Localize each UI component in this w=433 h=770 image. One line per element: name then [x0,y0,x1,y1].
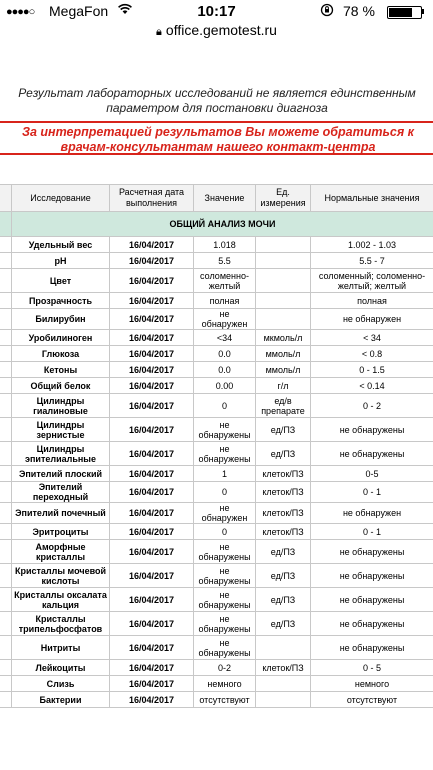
row-cell-cut [0,676,12,692]
table-header-row [0,185,433,212]
test-name: Цилиндры зернистые [12,418,110,442]
section-title: ОБЩИЙ АНАЛИЗ МОЧИ [12,212,433,237]
test-unit: клеток/ПЗ [256,503,311,524]
battery-percent: 78 % [343,3,375,19]
test-date: 16/04/2017 [110,442,194,466]
test-date: 16/04/2017 [110,564,194,588]
header-test: Исследование [12,185,110,212]
row-cell-cut [0,394,12,418]
table-row [0,237,433,253]
row-cell-cut [0,588,12,612]
test-unit [256,293,311,309]
test-unit [256,309,311,330]
row-cell-cut [0,330,12,346]
test-name: Эпителий плоский [12,466,110,482]
row-cell-cut [0,466,12,482]
test-unit: ед/ПЗ [256,418,311,442]
test-value: не обнаружены [194,564,256,588]
test-norm: не обнаружены [311,418,433,442]
carrier-name: MegaFon [49,3,109,19]
disclaimer-text: Результат лабораторных исследований не является единственным параметром для постановки диагноза [18,86,416,115]
table-row [0,346,433,362]
test-name: Удельный вес [12,237,110,253]
test-date: 16/04/2017 [110,482,194,503]
test-date: 16/04/2017 [110,330,194,346]
test-unit [256,269,311,293]
test-norm: < 34 [311,330,433,346]
row-cell-cut [0,540,12,564]
test-date: 16/04/2017 [110,253,194,269]
table-row [0,588,433,612]
test-name: Эритроциты [12,524,110,540]
test-date: 16/04/2017 [110,466,194,482]
test-value: не обнаружен [194,309,256,330]
test-date: 16/04/2017 [110,540,194,564]
test-value: полная [194,293,256,309]
row-cell-cut [0,692,12,708]
row-cell-cut [0,612,12,636]
test-norm: немного [311,676,433,692]
test-unit: ед/ПЗ [256,612,311,636]
test-norm: не обнаружены [311,612,433,636]
table-row [0,564,433,588]
test-norm: отсутствуют [311,692,433,708]
test-date: 16/04/2017 [110,660,194,676]
test-date: 16/04/2017 [110,378,194,394]
test-value: 0 [194,394,256,418]
row-cell-cut [0,293,12,309]
test-name: Кристаллы трипельфосфатов [12,612,110,636]
test-date: 16/04/2017 [110,676,194,692]
lock-icon: 🔒︎ [156,26,162,38]
test-value: <34 [194,330,256,346]
test-norm: не обнаружены [311,588,433,612]
row-cell-cut [0,503,12,524]
results-table [0,184,433,708]
row-cell-cut [0,442,12,466]
test-date: 16/04/2017 [110,346,194,362]
test-norm: не обнаружены [311,442,433,466]
row-cell-cut [0,253,12,269]
test-name: Эпителий почечный [12,503,110,524]
test-unit [256,636,311,660]
table-row [0,362,433,378]
test-date: 16/04/2017 [110,612,194,636]
row-cell-cut [0,418,12,442]
test-name: Нитриты [12,636,110,660]
test-name: pH [12,253,110,269]
test-unit [256,692,311,708]
test-norm: не обнаружены [311,540,433,564]
table-row [0,503,433,524]
table-row [0,293,433,309]
test-value: соломенно-желтый [194,269,256,293]
row-cell-cut [0,636,12,660]
table-row [0,540,433,564]
test-unit: ммоль/л [256,346,311,362]
test-name: Цвет [12,269,110,293]
table-row [0,330,433,346]
test-value: 0 [194,524,256,540]
table-row [0,482,433,503]
row-cell-cut [0,269,12,293]
test-value: 0.0 [194,362,256,378]
test-norm: < 0.8 [311,346,433,362]
test-date: 16/04/2017 [110,503,194,524]
test-value: 1.018 [194,237,256,253]
test-value: не обнаружены [194,636,256,660]
test-value: не обнаружены [194,540,256,564]
clock: 10:17 [197,3,236,20]
test-norm: полная [311,293,433,309]
test-unit [256,253,311,269]
test-date: 16/04/2017 [110,293,194,309]
test-norm: 0 - 2 [311,394,433,418]
test-unit [256,676,311,692]
row-cell-cut [0,237,12,253]
test-unit: клеток/ПЗ [256,482,311,503]
test-name: Общий белок [12,378,110,394]
test-value: 0.00 [194,378,256,394]
test-unit: мкмоль/л [256,330,311,346]
test-unit: ед/ПЗ [256,588,311,612]
row-cell-cut [0,482,12,503]
test-norm: 1.002 - 1.03 [311,237,433,253]
test-date: 16/04/2017 [110,588,194,612]
test-name: Цилиндры эпителиальные [12,442,110,466]
section-cell-cut [0,212,12,237]
test-value: 0 [194,482,256,503]
test-value: не обнаружены [194,418,256,442]
test-unit: клеток/ПЗ [256,466,311,482]
status-bar [0,0,433,22]
test-value: 1 [194,466,256,482]
table-row [0,466,433,482]
test-name: Прозрачность [12,293,110,309]
test-norm: не обнаружены [311,564,433,588]
test-value: 5.5 [194,253,256,269]
test-value: немного [194,676,256,692]
test-name: Кетоны [12,362,110,378]
test-unit: ед/ПЗ [256,564,311,588]
table-row [0,676,433,692]
table-row [0,418,433,442]
header-value: Значение [194,185,256,212]
table-row [0,660,433,676]
test-norm: 0 - 1.5 [311,362,433,378]
test-date: 16/04/2017 [110,362,194,378]
header-unit: Ед. измерения [256,185,311,212]
test-norm: не обнаружен [311,503,433,524]
test-date: 16/04/2017 [110,237,194,253]
test-date: 16/04/2017 [110,524,194,540]
test-norm: 0-5 [311,466,433,482]
section-header-row [0,212,433,237]
test-norm: 5.5 - 7 [311,253,433,269]
table-row [0,269,433,293]
test-value: не обнаружены [194,588,256,612]
test-value: отсутствуют [194,692,256,708]
battery-tip [422,9,424,14]
table-row [0,692,433,708]
test-value: не обнаружены [194,612,256,636]
row-cell-cut [0,564,12,588]
test-name: Кристаллы мочевой кислоты [12,564,110,588]
test-unit [256,237,311,253]
orientation-lock-icon [320,3,334,20]
test-name: Уробилиноген [12,330,110,346]
test-name: Бактерии [12,692,110,708]
test-name: Кристаллы оксалата кальция [12,588,110,612]
test-norm: < 0.14 [311,378,433,394]
test-name: Глюкоза [12,346,110,362]
test-unit: ед/ПЗ [256,442,311,466]
test-name: Цилиндры гиалиновые [12,394,110,418]
test-unit: г/л [256,378,311,394]
row-cell-cut [0,378,12,394]
test-norm: не обнаружен [311,309,433,330]
row-cell-cut [0,362,12,378]
test-date: 16/04/2017 [110,309,194,330]
table-row [0,253,433,269]
test-date: 16/04/2017 [110,394,194,418]
test-unit: клеток/ПЗ [256,660,311,676]
test-value: 0-2 [194,660,256,676]
table-row [0,524,433,540]
test-unit: ед/в препарате [256,394,311,418]
header-norm: Нормальные значения [311,185,433,212]
test-norm: 0 - 5 [311,660,433,676]
test-unit: клеток/ПЗ [256,524,311,540]
test-date: 16/04/2017 [110,418,194,442]
test-norm: соломенный; соломенно-желтый; желтый [311,269,433,293]
test-name: Эпителий переходный [12,482,110,503]
battery-fill [389,8,412,17]
test-value: не обнаружен [194,503,256,524]
test-value: 0.0 [194,346,256,362]
test-date: 16/04/2017 [110,636,194,660]
test-unit: ед/ПЗ [256,540,311,564]
test-name: Лейкоциты [12,660,110,676]
header-cell-cut [0,185,12,212]
test-norm: не обнаружены [311,636,433,660]
battery-icon [387,6,422,19]
row-cell-cut [0,346,12,362]
test-name: Слизь [12,676,110,692]
signal-strength-icon: ●●●●○ [6,6,35,18]
header-date: Расчетная дата выполнения [110,185,194,212]
table-row [0,636,433,660]
test-name: Аморфные кристаллы [12,540,110,564]
test-date: 16/04/2017 [110,692,194,708]
test-value: не обнаружены [194,442,256,466]
row-cell-cut [0,524,12,540]
address-bar[interactable] [0,22,433,44]
row-cell-cut [0,660,12,676]
test-unit: ммоль/л [256,362,311,378]
test-norm: 0 - 1 [311,524,433,540]
consultation-notice: За интерпретацией результатов Вы можете обратиться к врачам-консультантам нашего контакт-центра [0,121,433,155]
test-date: 16/04/2017 [110,269,194,293]
table-row [0,378,433,394]
test-name: Билирубин [12,309,110,330]
row-cell-cut [0,309,12,330]
table-row [0,394,433,418]
url-text: office.gemotest.ru [165,22,277,38]
table-row [0,309,433,330]
test-norm: 0 - 1 [311,482,433,503]
table-row [0,442,433,466]
table-row [0,612,433,636]
